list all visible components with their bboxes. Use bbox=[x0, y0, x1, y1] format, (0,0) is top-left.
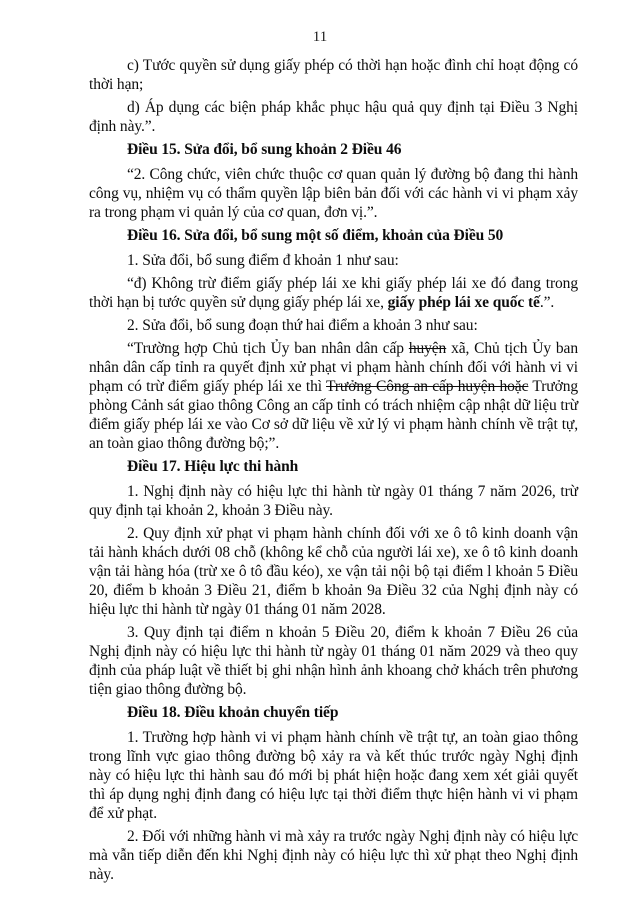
text-run: Trưởng phòng Cảnh sát giao thông Công an cấp tỉnh có trách nhiệm cập nhật dữ liệu trừ điểm giấy phép lái xe vào Cơ sở dữ liệu về xử lý vi phạm hành chính về trật tự, an toàn giao thông đường bộ;”. bbox=[89, 378, 578, 452]
paragraph bbox=[89, 165, 578, 222]
text-run: xã, Chủ tịch Ủy ban nhân dân cấp tỉnh ra quyết định xử phạt vi phạm hành chính đối với hành vi vi phạm có trừ điểm giấy phép lái xe thì bbox=[89, 340, 578, 395]
struck-text-run: Trưởng Công an cấp huyện hoặc bbox=[326, 378, 529, 395]
paragraph bbox=[89, 623, 578, 699]
text-run: .”. bbox=[539, 294, 555, 311]
text-run: Điều 17. Hiệu lực thi hành bbox=[127, 458, 299, 475]
paragraph bbox=[89, 482, 578, 520]
text-run: “Trường hợp Chủ tịch Ủy ban nhân dân cấp bbox=[127, 340, 409, 357]
article-heading bbox=[89, 226, 578, 245]
paragraph bbox=[89, 728, 578, 823]
paragraph bbox=[89, 339, 578, 453]
paragraph bbox=[89, 316, 578, 335]
paragraph bbox=[89, 274, 578, 312]
text-run: 1. Nghị định này có hiệu lực thi hành từ ngày 01 tháng 7 năm 2026, trừ quy định tại khoản 2, khoản 3 Điều này. bbox=[89, 483, 578, 519]
text-run: d) Áp dụng các biện pháp khắc phục hậu quả quy định tại Điều 3 Nghị định này.”. bbox=[89, 99, 578, 135]
text-run: Điều 16. Sửa đổi, bổ sung một số điểm, khoản của Điều 50 bbox=[127, 227, 504, 244]
page-number: 11 bbox=[312, 29, 328, 45]
article-heading bbox=[89, 457, 578, 476]
text-run: 3. Quy định tại điểm n khoản 5 Điều 20, điểm k khoản 7 Điều 26 của Nghị định này có hiệu lực thi hành từ ngày 01 tháng 01 năm 2029 và theo quy định của pháp luật về thiết bị ghi nhận hình ảnh khoang chở khách trên phương tiện giao thông đường bộ. bbox=[89, 624, 578, 698]
bold-text-run: giấy phép lái xe quốc tế bbox=[387, 294, 540, 311]
text-run: 1. Trường hợp hành vi vi phạm hành chính về trật tự, an toàn giao thông trong lĩnh vực giao thông đường bộ xảy ra và kết thúc trước ngày Nghị định này có hiệu lực thi hành sau đó mới bị phát hiện hoặc đang xem xét giải quyết thì áp dụng nghị định đang có hiệu lực tại thời điểm thực hiện hành vi vi phạm để xử phạt. bbox=[89, 729, 578, 822]
article-heading bbox=[89, 140, 578, 159]
article-heading bbox=[89, 703, 578, 722]
paragraph bbox=[89, 98, 578, 136]
text-run: c) Tước quyền sử dụng giấy phép có thời hạn hoặc đình chỉ hoạt động có thời hạn; bbox=[89, 57, 578, 93]
paragraph bbox=[89, 524, 578, 619]
text-run: 2. Quy định xử phạt vi phạm hành chính đối với xe ô tô kinh doanh vận tải hành khách dưới 08 chỗ (không kể chỗ của người lái xe), xe ô tô kinh doanh vận tải hàng hóa (trừ xe ô tô đầu kéo), xe vận tải nội bộ tại điểm l khoản 5 Điều 20, điểm b khoản 3 Điều 21, điểm b khoản 9a Điều 32 của Nghị định này có hiệu lực thi hành từ ngày 01 tháng 01 năm 2028. bbox=[89, 525, 578, 618]
paragraph bbox=[89, 827, 578, 884]
text-run: Điều 18. Điều khoản chuyển tiếp bbox=[127, 704, 339, 721]
text-run: 1. Sửa đổi, bổ sung điểm đ khoản 1 như sau: bbox=[127, 252, 399, 269]
text-run: 2. Đối với những hành vi mà xảy ra trước ngày Nghị định này có hiệu lực mà vẫn tiếp diễn đến khi Nghị định này có hiệu lực thì xử phạt theo Nghị định này. bbox=[89, 828, 578, 883]
text-run: 2. Sửa đổi, bổ sung đoạn thứ hai điểm a khoản 3 như sau: bbox=[127, 317, 478, 334]
text-run: “2. Công chức, viên chức thuộc cơ quan quản lý đường bộ đang thi hành công vụ, nhiệm vụ có thẩm quyền lập biên bản đối với các hành vi vi phạm xảy ra trong phạm vi quản lý của cơ quan, đơn vị.”. bbox=[89, 166, 578, 221]
text-run: Điều 15. Sửa đổi, bổ sung khoản 2 Điều 46 bbox=[127, 141, 402, 158]
text-run: “đ) Không trừ điểm giấy phép lái xe khi giấy phép lái xe đó đang trong thời hạn bị tước quyền sử dụng giấy phép lái xe, bbox=[89, 275, 578, 311]
struck-text-run: huyện bbox=[408, 340, 447, 357]
paragraph bbox=[89, 251, 578, 270]
document-content bbox=[89, 56, 578, 888]
paragraph bbox=[89, 56, 578, 94]
